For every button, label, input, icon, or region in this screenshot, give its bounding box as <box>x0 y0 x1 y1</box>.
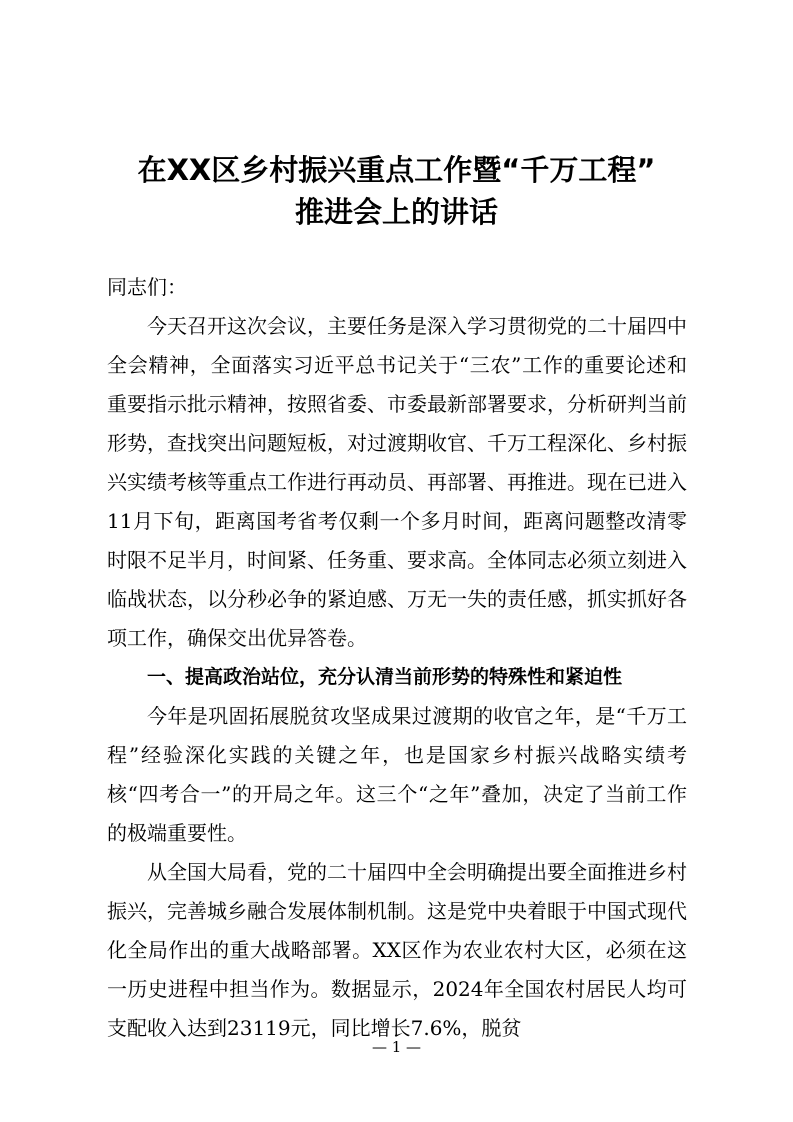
document-body <box>107 268 687 1048</box>
document-title-line-1: 在XX区乡村振兴重点工作暨“千万工程” <box>137 153 656 187</box>
paragraph-national-context: 从全国大局看，党的二十届四中全会明确提出要全面推进乡村振兴，完善城乡融合发展体制机制。这是党中央着眼于中国式现代化全局作出的重大战略部署。XX区作为农业农村大区，必须在这一历史进程中担当作为。数据显示，2024年全国农村居民人均可支配收入达到23119元，同比增长7.6%，脱贫 <box>107 860 687 1040</box>
section-heading-1: 一、提高政治站位，充分认清当前形势的特殊性和紧迫性 <box>147 666 623 688</box>
salutation: 同志们： <box>107 275 187 299</box>
document-title-line-2: 推进会上的讲话 <box>294 195 498 229</box>
page-number: — 1 — <box>371 1038 422 1056</box>
paragraph-intro: 今天召开这次会议，主要任务是深入学习贯彻党的二十届四中全会精神，全面落实习近平总书记关于“三农”工作的重要论述和重要指示批示精神，按照省委、市委最新部署要求，分析研判当前形势，查找突出问题短板，对过渡期收官、千万工程深化、乡村振兴实绩考核等重点工作进行再动员、再部署、再推进。现在已进入11月下旬，距离国考省考仅剩一个多月时间，距离问题整改清零时限不足半月，时间紧、任务重、要求高。全体同志必须立刻进入临战状态，以分秒必争的紧迫感、万无一失的责任感，抓实抓好各项工作，确保交出优异答卷。 <box>107 314 687 650</box>
paragraph-situation: 今年是巩固拓展脱贫攻坚成果过渡期的收官之年，是“千万工程”经验深化实践的关键之年，也是国家乡村振兴战略实绩考核“四考合一”的开局之年。这三个“之年”叠加，决定了当前工作的极端重要性。 <box>107 704 687 845</box>
